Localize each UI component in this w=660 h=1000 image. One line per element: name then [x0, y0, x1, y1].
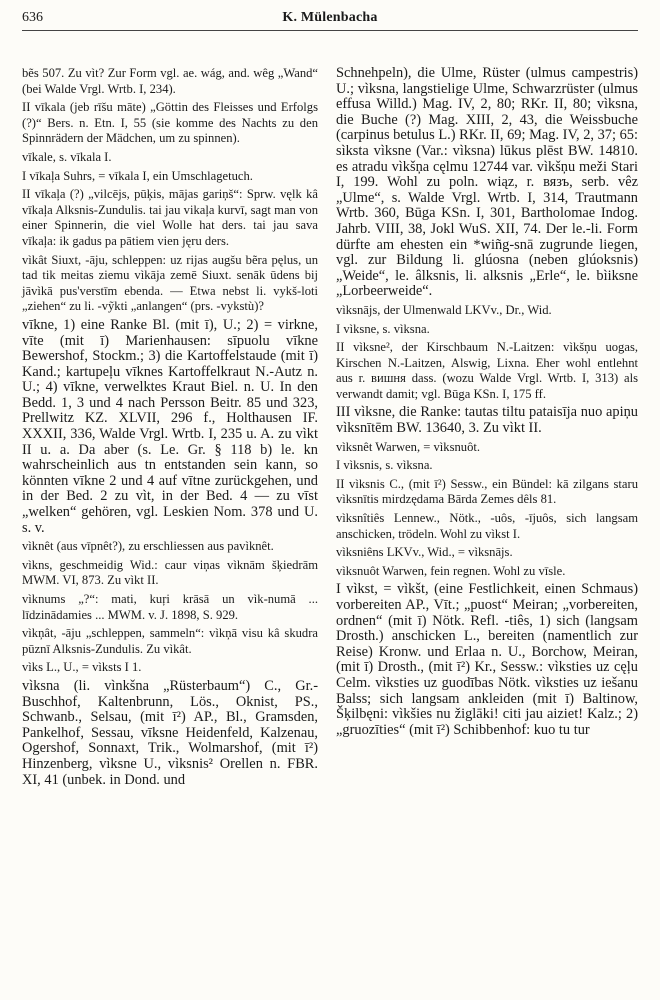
entry: vīkale, s. vīkala I.: [22, 149, 112, 164]
entry: vìknêt (aus vīpnêt?), zu erschliessen aus pavìknêt.: [22, 539, 274, 554]
entry: vìkns, geschmeidig Wid.: caur viņas vìknām šķiedrām MWM. VI, 873. Zu vìkt II.: [22, 557, 318, 588]
page-header: [22, 6, 638, 31]
entry: vìkât Siuxt, -āju, schleppen: uz rijas augšu bẽra pęlus, un tad tik meitas ziemu vìkāja zemē Siuxt. senāk ūdens bij jāvìkā pus'verstīm ebenda. — Etwa nebst li. vykš-loti „ziehen“ zu li. -vỹkti „anlangen“ (prs. -vykstù)?: [22, 252, 318, 314]
entry: vìksnîtiês Lennew., Nötk., -uôs, -ījuôs, sich langsam anschicken, trödeln. Wohl zu vìkst I.: [336, 511, 638, 541]
entry: I vìkst, = vìkšt, (eine Festlichkeit, einen Schmaus) vorbereiten AP., Vīt.; „puost“ Meiran; „vorbereiten, ordnen“ (mit ī) Nötk. Refl. -tiês, 1) sich (langsam Drosth.) anschicken L., bereiten (namentlich zur Reise) Kronw. und Erlaa n. U., Borchow, Meiran, (mit ī) Drosth., (mit ī²) Kr., Sessw.: vìksties uz cęļu Celm. vìksties uz guodības Nötk. vìksties uz iešanu Balss; sich langsam ankleiden (mit ī) Baltinow, Šķilbęni: vìkšies nu žiglāki! citi jau aiziet! Kalz.; 2) „gruozīties“ (mit ī²) Schibbenhof: kuo tu tur: [336, 581, 638, 738]
entry: bẽs 507. Zu vìt? Zur Form vgl. ae. wág, and. wêg „Wand“ (bei Walde Vrgl. Wrtb. I, 234).: [22, 66, 318, 96]
right-column: [336, 66, 638, 741]
entry: vìksniêns LKVv., Wid., = vìksnājs.: [336, 545, 513, 560]
entry: I vìksnis, s. vìksna.: [336, 458, 433, 473]
entry: vìksnuôt Warwen, fein regnen. Wohl zu vīsle.: [336, 563, 566, 578]
entry: vìks L., U., = vìksts I 1.: [22, 660, 142, 675]
entry: vìksna (li. vìnkšna „Rüsterbaum“) C., Gr.-Buschhof, Kaltenbrunn, Lös., Oknist, PS., Schwanb., Selsau, (mit ī²) AP., Bl., Gramsden, Pankelhof, Sessau, vīksne Heidenfeld, Kalzenau, Ogershof, Sonnaxt, Trik., Wolmarshof, (mit ī²) Hinzenberg, vìksne U., vìksnis² Orellen n. FBR. XI, 41 (unbek. in Dond. und: [22, 677, 318, 788]
entry: II vīkala (jeb rīšu māte) „Göttin des Fleisses und Erfolgs (?)“ Bers. n. Etn. I, 55 (sie komme des Nachts zu den Spinnrädern der Mädchen, um zu spinnen).: [22, 100, 318, 146]
left-column: [22, 66, 318, 791]
entry: II vīkaļa (?) „vilcējs, pūķis, mājas gariņš“: Sprw. vęlk kâ vīkaļa Alksnis-Zundulis. tai jau vikaļa kurvī, sagt man von einer Spinnerin, die viel Wolle hat ders. tai jau sava vīkaļa: ik gadus pa pātiem vien jęru ders.: [22, 187, 318, 248]
running-title: K. Mülenbacha: [282, 10, 378, 25]
entry: vìknums „?“: mati, kuŗi krāsā un vìk-numā ... līdzinādamies ... MWM. v. J. 1898, S. 929.: [22, 592, 318, 622]
entry: I vìksne, s. vìksna.: [336, 321, 430, 336]
entry: III vìksne, die Ranke: tautas tiltu pataisīja nuo apiņu vìksnītēm BW. 13640, 3. Zu vìkt II.: [336, 404, 638, 437]
entry: vìksnājs, der Ulmenwald LKVv., Dr., Wid.: [336, 302, 552, 317]
entry: vìksnêt Warwen, = vìksnuôt.: [336, 439, 481, 454]
page-number: 636: [22, 10, 43, 25]
entry: vìkņât, -āju „schleppen, sammeln“: vìkņā visu kâ skudra pūznī Alksnis-Zundulis. Zu vìkât.: [22, 626, 318, 656]
entry: vīkne, 1) eine Ranke Bl. (mit ī), U.; 2) = virkne, vīte (mit ī) Marienhausen: sīpuolu vīkne Bewershof, Stockm.; 3) die Kartoffelstaude (mit ī) Kand.; kartupeļu vīknes Kartoffelkraut N.-Autz n. U.; 4) vīkne, verwelktes Kraut Biel. n. U. In den Bedd. 1, 3 und 4 nach Persson Beitr. 85 und 323, Prellwitz KZ. XLVII, 296 f., Holthausen IF. XXXII, 336, Walde Vrgl. Wrtb. I, 235 u. A. zu vìkt II u. a. Da aber (s. Le. Gr. § 118 b) le. kn wahrscheinlich aus tn entstanden sein kann, so könnten vīkne 2 und 4 auf vītne zurückgehen, und in der Bed. 2 zu vìt, in der Bed. 4 — zu vīst „welken“ gehören, vgl. Leskien Nom. 378 und U. s. v.: [22, 316, 318, 536]
entry: II vìksne², der Kirschbaum N.-Laitzen: vìkšņu uogas, Kirschen N.-Laitzen, Alswig, Lixna. Eher wohl entlehnt aus r. вишня dass. (wozu Walde Vrgl. Wrtb. I, 313) als verwandt damit; vgl. Būga KSn. I, 175 ff.: [336, 340, 638, 401]
entry: II vìksnis C., (mit ī²) Sessw., ein Bündel: kā zilgans staru vìksnītis mirdzędama Bārda Zemes dêls 81.: [336, 476, 638, 507]
entry: Schnehpeln), die Ulme, Rüster (ulmus campestris) U.; vìksna, langstielige Ulme, Schwarzrüster (ulmus effusa Willd.) Mag. IV, 2, 80; RKr. II, 80; vìksna, die Buche (?) Mag. XIII, 2, 43, die Weissbuche (carpinus betulus L.) RKr. II, 69; Mag. IV, 2, 37; 65: sìksta vìksne (Var.: vìksna) lūkus plēst BW. 14810. es atradu vìkšņa cęlmu 12744 var. vìkšņu meži Stari I, 199. Wohl zu poln. wiąz, r. вязъ, serb. vêz „Ulme“, s. Walde Vrgl. Wrtb. I, 314, Trautmann Wrtb. 360, Būga KSn. I, 301, Bartholomae Indog. Jahrb. VIII, 38, Jokl WuS. XII, 74. Der le.-li. Form dürfte am ehesten ein *wiñg-snā zugrunde liegen, vgl. zur Bildung li. glúosna (neben glúoksnis) „Weide“, le. âlksnis, li. alksnis „Erle“, le. bìiksne „Lorbeerweide“.: [336, 65, 638, 300]
entry: I vīkaļa Suhrs, = vīkala I, ein Umschlagetuch.: [22, 168, 253, 183]
